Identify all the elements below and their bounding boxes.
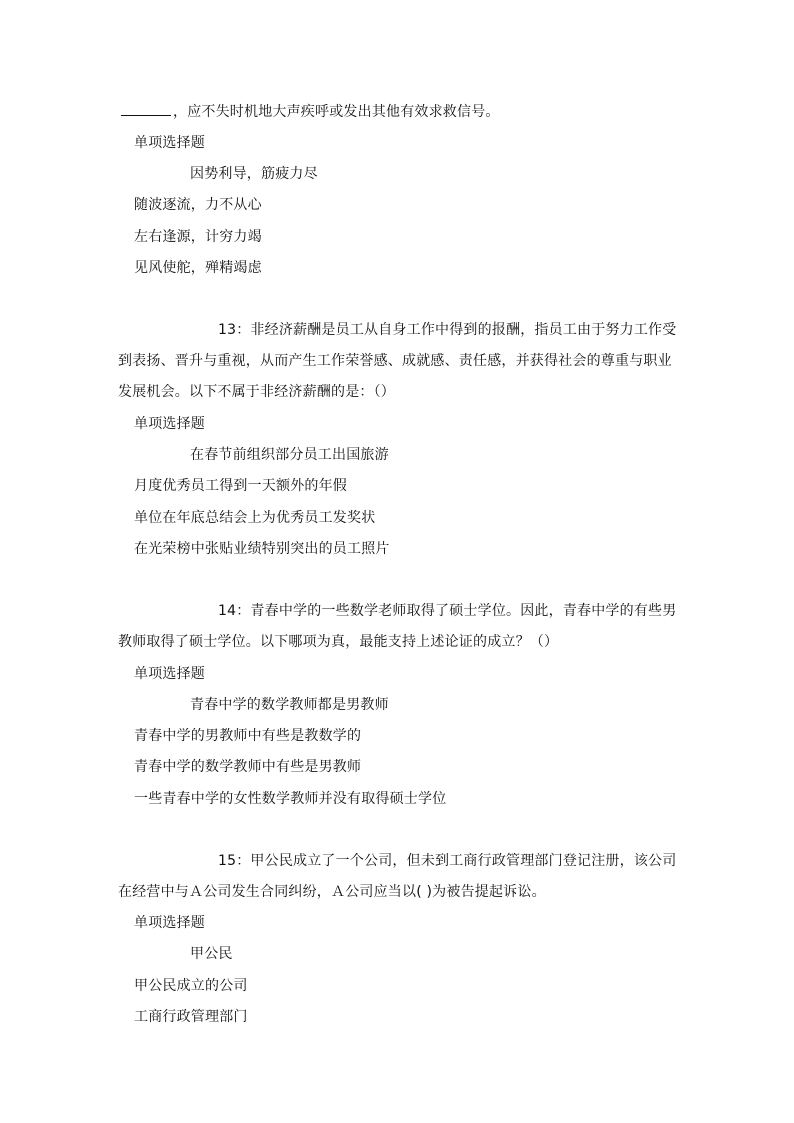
question-14-option-d: 一些青春中学的女性数学教师并没有取得硕士学位 bbox=[134, 791, 447, 807]
question-14-option-c: 青春中学的数学教师中有些是男教师 bbox=[134, 759, 362, 775]
question-13-option-c: 单位在年底总结会上为优秀员工发奖状 bbox=[134, 510, 376, 526]
question-14-stem-line-2: 教师取得了硕士学位。以下哪项为真，最能支持上述论证的成立？（） bbox=[118, 634, 559, 650]
question-14-stem-line-1: 14：青春中学的一些数学老师取得了硕士学位。因此，青春中学的有些男 bbox=[218, 603, 677, 619]
question-12-option-a: 因势利导，筋疲力尽 bbox=[190, 166, 318, 182]
question-13-type: 单项选择题 bbox=[134, 416, 205, 432]
question-14-option-b: 青春中学的男教师中有些是教数学的 bbox=[134, 728, 362, 744]
question-15-type: 单项选择题 bbox=[134, 915, 205, 931]
question-12-option-b: 随波逐流，力不从心 bbox=[134, 197, 262, 213]
question-12-stem bbox=[121, 102, 500, 122]
question-15-option-b: 甲公民成立的公司 bbox=[134, 978, 248, 994]
question-12-option-c: 左右逢源，计穷力竭 bbox=[134, 229, 262, 245]
question-13-option-b: 月度优秀员工得到一天额外的年假 bbox=[134, 478, 347, 494]
question-12-option-d: 见风使舵，殚精竭虑 bbox=[134, 260, 262, 276]
question-15-stem-line-1: 15：甲公民成立了一个公司，但未到工商行政管理部门登记注册，该公司 bbox=[218, 853, 677, 869]
question-13-option-a: 在春节前组织部分员工出国旅游 bbox=[190, 447, 389, 463]
question-12-type: 单项选择题 bbox=[134, 135, 205, 151]
question-15-option-c: 工商行政管理部门 bbox=[134, 1009, 248, 1025]
question-13-option-d: 在光荣榜中张贴业绩特别突出的员工照片 bbox=[134, 541, 390, 557]
question-14-type: 单项选择题 bbox=[134, 666, 205, 682]
question-13-stem-line-2: 到表扬、晋升与重视，从而产生工作荣誉感、成就感、责任感，并获得社会的尊重与职业 bbox=[118, 353, 672, 369]
question-15-stem-line-2: 在经营中与Ａ公司发生合同纠纷，Ａ公司应当以( )为被告提起诉讼。 bbox=[118, 884, 546, 900]
question-15-option-a: 甲公民 bbox=[190, 946, 233, 962]
question-14-option-a: 青春中学的数学教师都是男教师 bbox=[190, 697, 389, 713]
answer-blank bbox=[121, 103, 171, 116]
question-13-stem-line-1: 13：非经济薪酬是员工从自身工作中得到的报酬，指员工由于努力工作受 bbox=[218, 322, 677, 338]
question-12-text: ，应不失时机地大声疾呼或发出其他有效求救信号。 bbox=[173, 104, 500, 120]
question-13-stem-line-3: 发展机会。以下不属于非经济薪酬的是：（） bbox=[118, 384, 395, 400]
